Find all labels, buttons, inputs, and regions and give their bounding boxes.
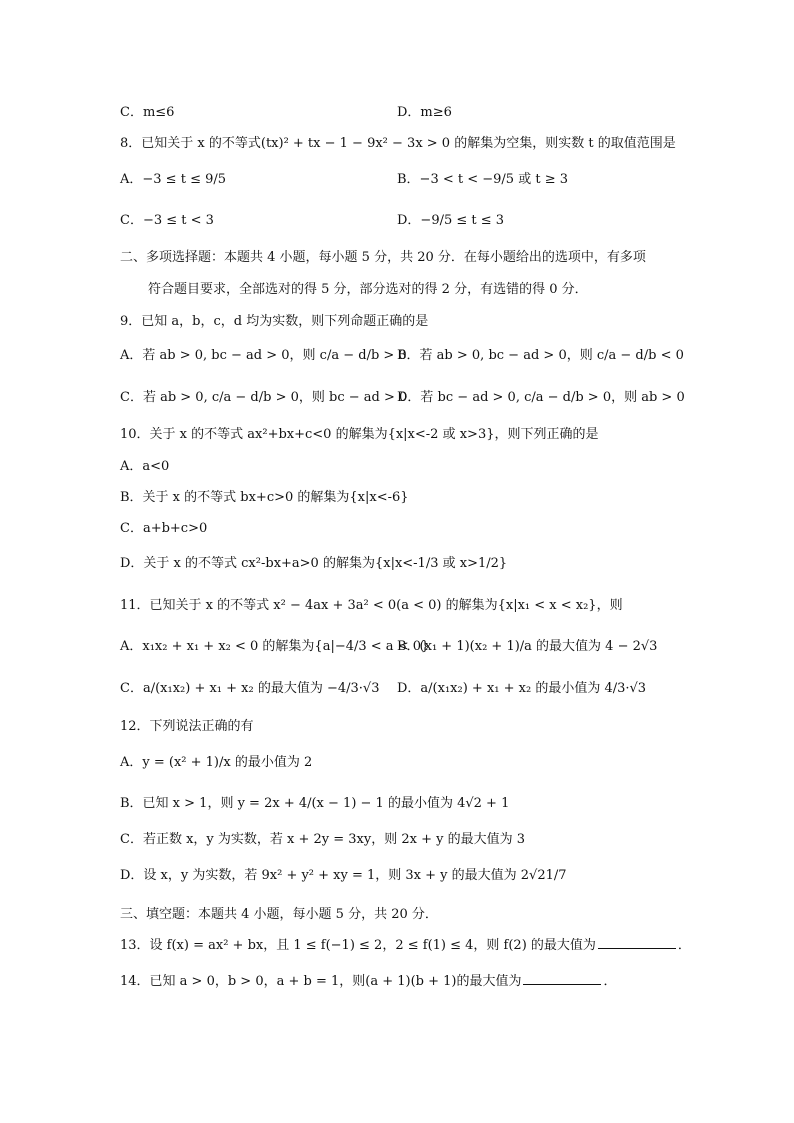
option-10c: C．a+b+c>0 [120,521,208,536]
option-10d: D．关于 x 的不等式 cx²-bx+a>0 的解集为{x|x<-1/3 或 x>1/2} [120,556,508,571]
option-12a: A．y = (x² + 1)/x 的最小值为 2 [120,755,313,770]
option-8c: C．−3 ≤ t < 3 [120,213,214,228]
option-11b: B．(x₁ + 1)(x₂ + 1)/a 的最大值为 4 − 2√3 [397,639,658,654]
option-8a: A．−3 ≤ t ≤ 9/5 [120,172,227,187]
section-3-heading: 三、填空题：本题共 4 小题，每小题 5 分，共 20 分． [120,907,438,922]
question-14-text: 14．已知 a > 0，b > 0，a + b = 1，则(a + 1)(b + 1)的最大值为 [120,974,522,989]
option-12d: D．设 x，y 为实数，若 9x² + y² + xy = 1，则 3x + y 的最大值为 2√21/7 [120,868,567,883]
question-13-text: 13．设 f(x) = ax² + bx，且 1 ≤ f(−1) ≤ 2，2 ≤ f(1) ≤ 4，则 f(2) 的最大值为 [120,938,596,953]
option-11a: A．x₁x₂ + x₁ + x₂ < 0 的解集为{a|−4/3 < a < 0} [120,639,430,654]
option-9b: B．若 ab > 0, bc − ad > 0，则 c/a − d/b < 0 [397,348,684,363]
question-14: 14．已知 a > 0，b > 0，a + b = 1，则(a + 1)(b + 1)的最大值为 ． [120,970,617,992]
option-12c: C．若正数 x，y 为实数，若 x + 2y = 3xy，则 2x + y 的最大值为 3 [120,832,525,847]
section-2-instructions: 符合题目要求，全部选对的得 5 分，部分选对的得 2 分，有选错的得 0 分． [148,282,588,297]
question-8: 8．已知关于 x 的不等式(tx)² + tx − 1 − 9x² − 3x > 0 的解集为空集，则实数 t 的取值范围是 [120,136,676,151]
option-11c: C．a/(x₁x₂) + x₁ + x₂ 的最大值为 −4/3·√3 [120,681,380,696]
answer-blank[interactable] [598,934,676,949]
question-12: 12．下列说法正确的有 [120,719,254,734]
question-13: 13．设 f(x) = ax² + bx，且 1 ≤ f(−1) ≤ 2，2 ≤ f(1) ≤ 4，则 f(2) 的最大值为 ． [120,934,691,956]
option-9a: A．若 ab > 0, bc − ad > 0，则 c/a − d/b > 0 [120,348,407,363]
option-7c: C．m≤6 [120,105,175,120]
option-7d: D．m≥6 [397,105,452,120]
section-2-heading: 二、多项选择题：本题共 4 小题，每小题 5 分，共 20 分．在每小题给出的选项中，有多项 [120,250,646,265]
option-9c: C．若 ab > 0, c/a − d/b > 0，则 bc − ad > 0 [120,390,408,405]
option-8b: B．−3 < t < −9/5 或 t ≥ 3 [397,172,568,187]
option-8d: D．−9/5 ≤ t ≤ 3 [397,213,505,228]
question-9: 9．已知 a，b，c，d 均为实数，则下列命题正确的是 [120,314,429,329]
option-10b: B．关于 x 的不等式 bx+c>0 的解集为{x|x<-6} [120,490,409,505]
option-11d: D．a/(x₁x₂) + x₁ + x₂ 的最小值为 4/3·√3 [397,681,647,696]
answer-blank[interactable] [523,970,601,985]
question-11: 11．已知关于 x 的不等式 x² − 4ax + 3a² < 0(a < 0) 的解集为{x|x₁ < x < x₂}，则 [120,598,623,613]
question-10: 10．关于 x 的不等式 ax²+bx+c<0 的解集为{x|x<-2 或 x>3}，则下列正确的是 [120,427,599,442]
option-12b: B．已知 x > 1，则 y = 2x + 4/(x − 1) − 1 的最小值为 4√2 + 1 [120,796,510,811]
option-10a: A．a<0 [120,459,170,474]
option-9d: D．若 bc − ad > 0, c/a − d/b > 0，则 ab > 0 [397,390,685,405]
